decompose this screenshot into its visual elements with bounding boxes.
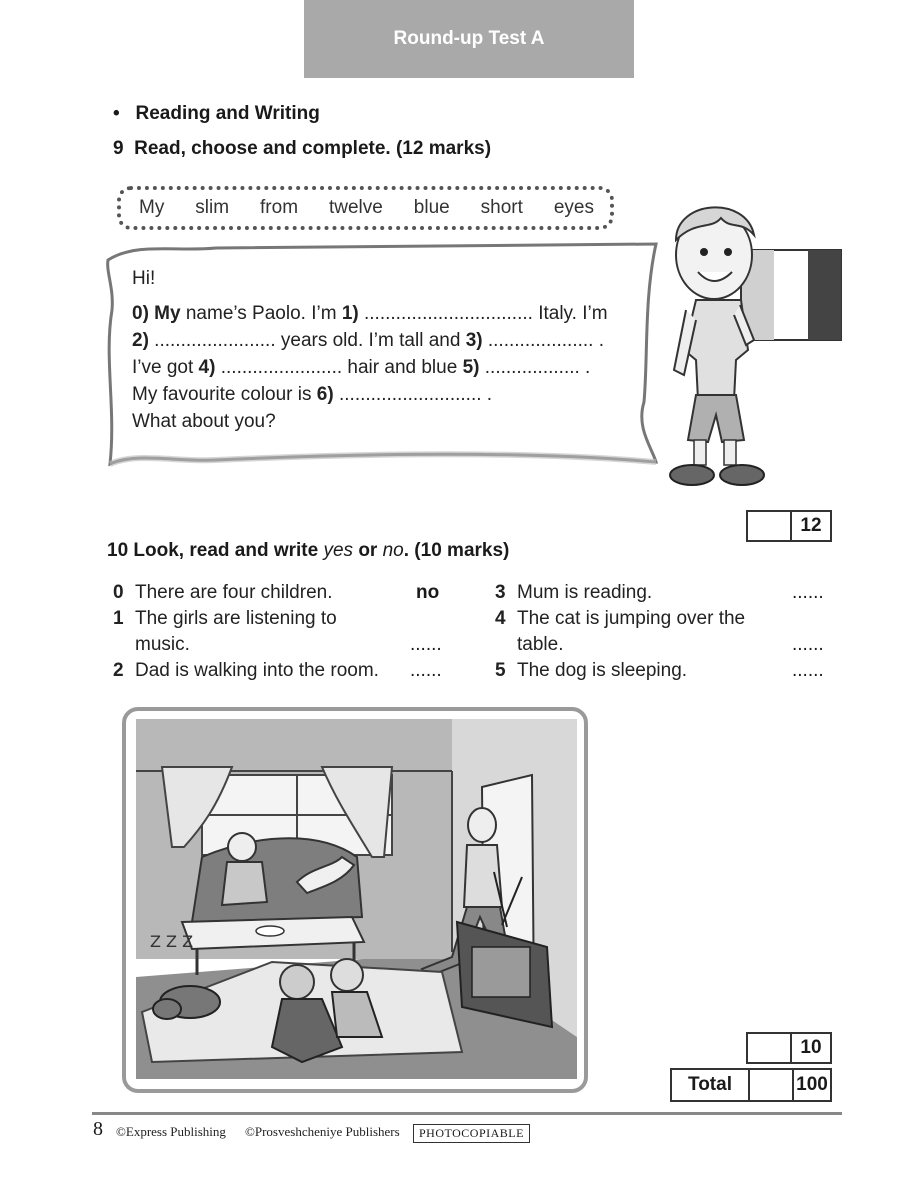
- letter-line-2: [132, 327, 652, 354]
- item-0-answer: no: [416, 582, 440, 603]
- letter-line-5: What about you?: [132, 411, 276, 432]
- copyright-express: ©Express Publishing: [116, 1124, 226, 1139]
- gap-2-blank[interactable]: ....................... years old. I’m tall and: [148, 330, 466, 351]
- word-bank-item: eyes: [553, 197, 594, 218]
- section-heading: [113, 103, 320, 125]
- gap-5-blank[interactable]: .................. .: [479, 357, 591, 378]
- gap-4-blank[interactable]: ....................... hair and blue: [215, 357, 463, 378]
- item-text: There are four children.: [135, 582, 333, 603]
- word-bank-item: slim: [195, 197, 230, 218]
- letter-body: [132, 265, 652, 435]
- task10-or: or: [353, 540, 383, 561]
- task10-yes: yes: [323, 540, 354, 561]
- item-text: The girls are listening to: [135, 608, 337, 629]
- task9-heading: [113, 138, 491, 160]
- photocopiable-label: PHOTOCOPIABLE: [413, 1124, 530, 1143]
- bullet: •: [113, 103, 120, 124]
- list-item: [495, 660, 687, 682]
- task10-no: no: [382, 540, 404, 561]
- item-text-cont: music.: [135, 634, 190, 655]
- test-title-tab: [304, 0, 634, 78]
- item-text: Mum is reading.: [517, 582, 653, 603]
- item-number: 5: [495, 660, 506, 681]
- section-title: Reading and Writing: [135, 103, 320, 124]
- item-5-answer-blank[interactable]: ......: [792, 660, 824, 681]
- gap-5-label: 5): [462, 357, 480, 378]
- task10-instruction: Look, read and write: [133, 540, 324, 561]
- item-text: The cat is jumping over the: [517, 608, 746, 629]
- gap-3-blank[interactable]: .................... .: [482, 330, 605, 351]
- word-bank-item: blue: [413, 197, 450, 218]
- task10-number: 10: [107, 540, 129, 561]
- total-score-box: [670, 1068, 832, 1102]
- item-1-answer-blank[interactable]: ......: [410, 634, 442, 655]
- svg-text:Z Z Z: Z Z Z: [150, 932, 194, 951]
- task9-score-box: [746, 510, 832, 542]
- word-bank-item: from: [260, 197, 299, 218]
- test-title: Round-up Test A: [393, 28, 545, 49]
- word-bank-item: twelve: [328, 197, 383, 218]
- gap-2-label: 2): [132, 330, 149, 351]
- total-max-score: 100: [796, 1074, 828, 1095]
- letter-line-1: [132, 300, 652, 327]
- item-text: The dog is sleeping.: [517, 660, 688, 681]
- total-label: Total: [672, 1070, 750, 1100]
- item-text: Dad is walking into the room.: [135, 660, 379, 681]
- list-item: [113, 660, 379, 682]
- item-number: 2: [113, 660, 124, 681]
- task9-number: 9: [113, 138, 124, 159]
- boy-with-flag-illustration: [636, 190, 846, 500]
- letter-text: I’ve got: [132, 357, 199, 378]
- task10-score-blank[interactable]: [748, 1034, 792, 1062]
- list-item: [495, 608, 745, 630]
- word-bank-item: My: [139, 197, 165, 218]
- letter-text: My favourite colour is: [132, 384, 317, 405]
- page-number: 8: [93, 1118, 103, 1140]
- gap-0-answer: 0) My: [132, 303, 181, 324]
- item-number: 0: [113, 582, 124, 603]
- item-number: 4: [495, 608, 506, 629]
- task9-max-score: 12: [800, 515, 822, 536]
- letter-greeting: Hi!: [132, 268, 156, 289]
- task9-score-blank[interactable]: [748, 512, 792, 540]
- item-text-cont: table.: [517, 634, 564, 655]
- word-bank-item: short: [480, 197, 523, 218]
- list-item: [113, 608, 337, 630]
- letter-text: name’s Paolo. I’m: [180, 303, 342, 324]
- list-item: [495, 582, 652, 604]
- item-number: 1: [113, 608, 124, 629]
- gap-3-label: 3): [465, 330, 483, 351]
- footer-divider: [92, 1112, 842, 1115]
- item-2-answer-blank[interactable]: ......: [410, 660, 442, 681]
- total-score-blank[interactable]: [750, 1070, 794, 1100]
- task10-marks: . (10 marks): [403, 540, 510, 561]
- list-item: [113, 582, 333, 604]
- letter-line-3: [132, 354, 652, 381]
- word-bank: [117, 186, 614, 230]
- gap-6-label: 6): [316, 384, 334, 405]
- copyright-prosveshcheniye: ©Prosveshcheniye Publishers: [245, 1124, 400, 1139]
- task10-max-score: 10: [800, 1037, 822, 1058]
- gap-1-blank[interactable]: ................................ Italy. I’m: [358, 303, 608, 324]
- letter-line-4: [132, 381, 652, 408]
- gap-4-label: 4): [198, 357, 216, 378]
- task10-heading: [107, 540, 509, 562]
- item-3-answer-blank[interactable]: ......: [792, 582, 824, 603]
- gap-6-blank[interactable]: ........................... .: [333, 384, 493, 405]
- living-room-illustration: [122, 707, 588, 1093]
- item-number: 3: [495, 582, 506, 603]
- task9-instruction: Read, choose and complete. (12 marks): [134, 138, 492, 159]
- gap-1-label: 1): [341, 303, 359, 324]
- task10-score-box: [746, 1032, 832, 1064]
- item-4-answer-blank[interactable]: ......: [792, 634, 824, 655]
